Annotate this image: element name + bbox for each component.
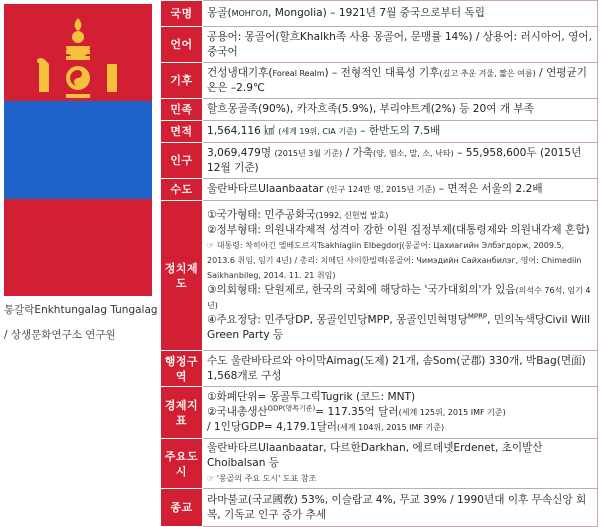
row-value xyxy=(203,1,598,27)
caption-affiliation: / 상생문화연구소 연구원 xyxy=(4,329,116,341)
row-value xyxy=(203,63,598,99)
flag-blue-band xyxy=(4,101,152,199)
value-text: 3,069,479명 xyxy=(207,146,275,159)
row-label: 종교 xyxy=(161,489,203,527)
value-text: , Mongolia) – 1921년 7월 중국으로부터 독립 xyxy=(268,7,485,19)
economy-item xyxy=(207,405,593,420)
table-row xyxy=(161,99,598,121)
flag-red-bottom xyxy=(4,199,152,296)
value-note: Foreal Realm xyxy=(272,68,325,78)
value-text: 울란바타르Ulaanbaatar xyxy=(207,183,327,195)
value-text: / 가축 xyxy=(342,146,374,159)
table-row xyxy=(161,143,598,179)
table-row xyxy=(161,351,598,387)
value-text: 몽골( xyxy=(207,7,232,19)
value-sup: GDP(명목기준) xyxy=(267,404,316,413)
caption xyxy=(4,298,158,348)
row-label: 국명 xyxy=(161,1,203,27)
table-row xyxy=(161,387,598,439)
politics-note: ☞ 대통령: 차히아긴 엘베도르지Tsakhiagiin Elbegdorj(몽골어: Цахиагийн Элбэгдорж, 2009.5, 2013.6 취임, 임기 4년) / 총리: 치메딘 사이한빌렉(몽골어: Чимэдийн Сайханбилэг, 영어: Chimediin Saikhanbileg, 2014. 11. 21 취임) xyxy=(207,241,582,280)
row-label: 언어 xyxy=(161,27,203,63)
country-info-table xyxy=(160,0,598,527)
row-value xyxy=(203,143,598,179)
value-note: (길고 추운 겨울, 짧은 여름) xyxy=(439,68,536,78)
politics-item xyxy=(207,313,593,343)
row-label: 경제지표 xyxy=(161,387,203,439)
caption-author: 통갈락Enkhtungalag Tungalag xyxy=(4,304,158,316)
row-label: 수도 xyxy=(161,179,203,201)
mongolia-flag-image xyxy=(4,4,152,296)
value-note: (1992, 신헌법 발효) xyxy=(315,211,389,220)
value-note: (인구 124만 명, 2015년 기준) xyxy=(326,185,436,194)
value-text: ②국내총생산 xyxy=(207,406,268,418)
row-value: 수도 울란바타르와 아이막Aimag(도제) 21개, 솜Som(군郡) 330개, 박Bag(면面) 1,568개로 구성 xyxy=(203,351,598,387)
value-text: ) – 전형적인 대륙성 기후 xyxy=(324,66,440,79)
value-text: – 한반도의 7.5배 xyxy=(356,125,441,137)
table-row xyxy=(161,439,598,489)
row-value: 공용어: 몽골어(할흐Khalkh족 사용 몽골어, 문맹률 14%) / 상용어: 러시아어, 영어, 중국어 xyxy=(203,27,598,63)
value-text: , 민의녹색당Civil Will Green Party 등 xyxy=(207,314,591,341)
value-sup: MPRP xyxy=(467,312,488,321)
table-row xyxy=(161,201,598,351)
value-note: (세계 104위, 2015 IMF 기준) xyxy=(337,423,445,432)
city-note: ☞ '몽골의 주요 도시' 도표 참조 xyxy=(207,474,317,483)
value-text: / 1인당GDP= 4,179.1달러 xyxy=(207,421,338,433)
row-label: 기후 xyxy=(161,63,203,99)
row-value xyxy=(203,179,598,201)
value-text: – 면적은 서울의 2.2배 xyxy=(435,183,543,195)
value-cyrillic: МОНГОЛ xyxy=(231,9,269,18)
value-note: (양, 염소, 말, 소, 낙타) xyxy=(373,148,454,158)
row-label: 주요도시 xyxy=(161,439,203,489)
value-text: 1,564,116 ㎢ xyxy=(207,125,279,137)
value-note: (의석수 76석, 임기 4년) xyxy=(207,286,591,310)
city-list: 울란바타르Ulaanbaatar, 다르한Darkhan, 에르데넷Erdenet, 초이발산Choibalsan 등 xyxy=(207,442,543,469)
table-row xyxy=(161,1,598,27)
row-value xyxy=(203,439,598,489)
economy-item: ①화폐단위= 몽골투그릭Tugrik (코드: MNT) xyxy=(207,391,416,403)
value-text: ③의회형태: 단원제로, 한국의 국회에 해당하는 '국가대회의'가 있음 xyxy=(207,284,516,296)
value-text: / 연평균기온은 –2.9℃ xyxy=(207,66,588,94)
value-text: 건성냉대기후( xyxy=(207,66,273,79)
value-note: (2015년 3월 기준) xyxy=(274,148,343,158)
politics-item xyxy=(207,208,593,223)
table-row xyxy=(161,489,598,527)
row-label: 인구 xyxy=(161,143,203,179)
value-note: (세계 125위, 2015 IMF 기준) xyxy=(398,408,506,417)
value-text: ①국가형태: 민주공화국 xyxy=(207,209,316,221)
row-value xyxy=(203,121,598,143)
economy-item xyxy=(207,420,593,435)
value-text: – 55,958,600두 (2015년 12월 기준) xyxy=(207,146,582,174)
value-text: ④주요정당: 민주당DP, 몽골인민당MPP, 몽골인민혁명당 xyxy=(207,314,468,326)
politics-item xyxy=(207,283,593,313)
row-label: 민족 xyxy=(161,99,203,121)
row-label: 면적 xyxy=(161,121,203,143)
value-note: (세계 19위, CIA 기준) xyxy=(278,127,357,136)
table-row xyxy=(161,179,598,201)
table-row xyxy=(161,121,598,143)
row-value xyxy=(203,201,598,351)
table-row xyxy=(161,63,598,99)
row-value xyxy=(203,387,598,439)
row-value: 라마불교(국교國敎) 53%, 이슬람교 4%, 무교 39% / 1990년대 이후 무속신앙 회복, 기독교 인구 증가 추세 xyxy=(203,489,598,527)
row-label: 행정구역 xyxy=(161,351,203,387)
politics-item: ②정부형태: 의원내각제적 성격이 강한 이원 집정부제(대통령제와 의원내각제 혼합) xyxy=(207,224,590,236)
row-label: 정치제도 xyxy=(161,201,203,351)
table-row xyxy=(161,27,598,63)
value-text: = 117.35억 달러 xyxy=(315,406,399,418)
row-value: 할흐몽골족(90%), 카자흐족(5.9%), 부리야트계(2%) 등 20여 개 부족 xyxy=(203,99,598,121)
